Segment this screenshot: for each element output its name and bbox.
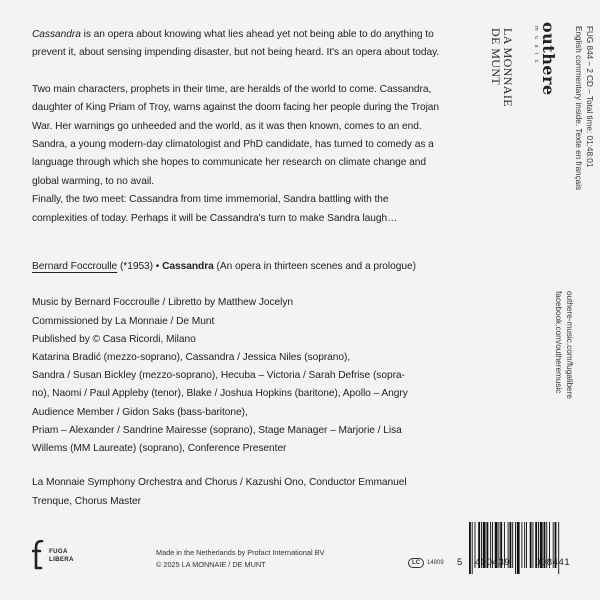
catalog-info: FUG 844 – 2 CD – Total time: 01:48:01 <box>585 26 594 168</box>
fuga-libera-text <box>49 548 74 564</box>
intro-title: Cassandra <box>32 29 81 40</box>
copyright-note: © 2025 LA MONNAIE / DE MUNT <box>156 560 266 570</box>
credit-line: Audience Member / Gidon Saks (bass-baritone), <box>32 406 248 418</box>
booklet-text <box>32 26 442 527</box>
barcode <box>455 522 585 578</box>
credit-line: Music by Bernard Foccroulle / Libretto by Matthew Jocelyn <box>32 297 294 309</box>
barcode-first-digit: 5 <box>457 557 463 568</box>
fuga-libera-logo <box>32 540 92 576</box>
outhere-logo: outhere <box>539 22 558 96</box>
orchestra-line: Trenque, Chorus Master <box>32 495 141 507</box>
paragraph: Finally, the two meet: Cassandra from time immemorial, Sandra battling with the complexities of today. Perhaps it will be Cassandra's turn to make Sandra laugh… <box>32 194 398 224</box>
barcode-bar <box>472 522 473 574</box>
composer-name: Bernard Foccroulle <box>32 261 118 273</box>
barcode-bar <box>521 522 522 568</box>
work-title: Cassandra <box>162 261 214 273</box>
barcode-bar <box>512 522 513 568</box>
credit-line: Priam – Alexander / Sandrine Mairesse (soprano), Stage Manager – Marjorie / Lisa <box>32 424 402 436</box>
credit-line: no), Naomi / Paul Appleby (tenor), Blake / Joshua Hopkins (baritone), Apollo – Angry <box>32 388 408 400</box>
credit-line: Commissioned by La Monnaie / De Munt <box>32 315 215 327</box>
web-links <box>552 291 575 399</box>
monnaie-line: LA MONNAIE <box>501 28 515 107</box>
paragraph: Sandra, a young modern-day climatologist and PhD candidate, has turned to comedy as a language through which she hopes to communicate her research on climate change and global warming, to no avail. <box>32 139 434 187</box>
fuga-line: FUGA <box>49 548 68 555</box>
website-link[interactable]: outhere-music.com/fugalibere <box>565 291 574 399</box>
label-code <box>408 558 444 568</box>
manufacturer-note: Made in the Netherlands by Profact International BV <box>156 548 325 557</box>
barcode-bar <box>517 522 520 574</box>
intro-paragraph <box>32 26 442 63</box>
work-heading <box>32 258 442 276</box>
release-info <box>572 26 595 190</box>
barcode-bar <box>532 522 533 568</box>
barcode-bar <box>530 522 532 568</box>
orchestra-credits <box>32 474 442 510</box>
credits <box>32 294 442 458</box>
lc-code: 14809 <box>427 560 444 566</box>
barcode-bar <box>515 522 516 574</box>
lc-badge: LC <box>408 558 424 568</box>
credit-line: Published by © Casa Ricordi, Milano <box>32 333 196 345</box>
barcode-right-digits: 008441 <box>535 557 571 568</box>
outhere-logo-sub: m u s i c <box>533 26 539 65</box>
libera-line: LIBERA <box>49 556 74 563</box>
language-info: English commentary inside. Texte en français <box>573 26 583 191</box>
credit-line: Willems (MM Laureate) (soprano), Conference Presenter <box>32 443 287 455</box>
composer-years: (*1953) • <box>117 261 163 273</box>
monnaie-line: DE MUNT <box>489 28 503 86</box>
fuga-libera-icon <box>32 540 45 572</box>
la-monnaie-logo <box>490 28 514 107</box>
barcode-bar <box>469 522 471 574</box>
paragraph: Two main characters, prophets in their time, are heralds of the world to come. Cassandra, daughter of King Priam of Troy, warns against the doom facing her people during the Trojan War. Her warnings go unheeded and the world, as it was then known, comes to an end. <box>32 83 440 132</box>
credit-line: Sandra / Susan Bickley (mezzo-soprano), Hecuba – Victoria / Sarah Defrise (sopra- <box>32 370 405 382</box>
work-subtitle: (An opera in thirteen scenes and a prologue) <box>213 261 416 273</box>
credit-line: Katarina Bradić (mezzo-soprano), Cassandra / Jessica Niles (soprano), <box>32 352 351 364</box>
barcode-bar <box>524 522 525 568</box>
orchestra-line: La Monnaie Symphony Orchestra and Chorus / Kazushi Ono, Conductor Emmanuel <box>32 477 407 489</box>
barcode-left-digits: 400439 <box>475 557 511 568</box>
facebook-link[interactable]: facebook.com/outheremusic <box>553 291 563 394</box>
intro-text: is an opera about knowing what lies ahead yet not being able to do anything to prevent it, about sensing impending disaster, but not being heard. It's an opera about today. <box>32 29 440 59</box>
barcode-bar <box>526 522 527 568</box>
legal-footer <box>156 547 324 572</box>
